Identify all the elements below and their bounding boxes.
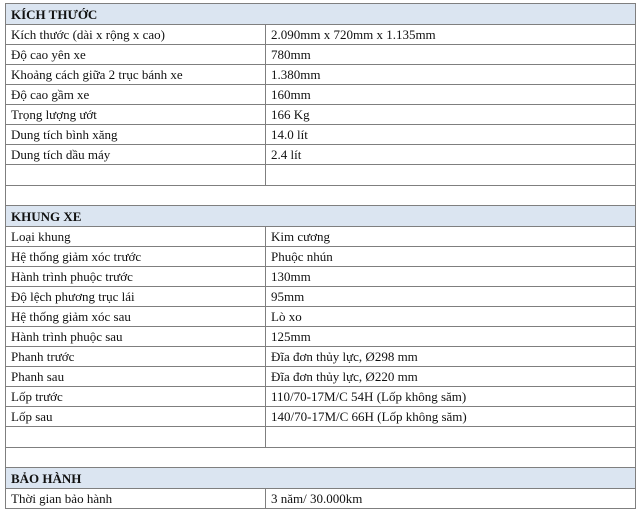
spec-value: 1.380mm	[266, 65, 636, 85]
spec-value: 125mm	[266, 327, 636, 347]
spec-label: Hành trình phuộc trước	[6, 267, 266, 287]
table-row	[6, 227, 636, 247]
section-header-frame	[6, 206, 636, 227]
spec-label: Hệ thống giảm xóc trước	[6, 247, 266, 267]
table-row	[6, 367, 636, 387]
section-title: KHUNG XE	[6, 206, 636, 227]
table-row	[6, 327, 636, 347]
table-row	[6, 45, 636, 65]
table-row	[6, 125, 636, 145]
table-row	[6, 25, 636, 45]
spec-value: 130mm	[266, 267, 636, 287]
table-row	[6, 287, 636, 307]
spec-label: Loại khung	[6, 227, 266, 247]
spec-label: Phanh sau	[6, 367, 266, 387]
spacer-row	[6, 186, 636, 206]
spec-value: 3 năm/ 30.000km	[266, 489, 636, 509]
spec-label: Trọng lượng ướt	[6, 105, 266, 125]
table-row	[6, 347, 636, 367]
spec-value: 160mm	[266, 85, 636, 105]
empty-row	[6, 427, 636, 448]
table-row	[6, 145, 636, 165]
section-header-warranty	[6, 468, 636, 489]
spec-value: 140/70-17M/C 66H (Lốp không săm)	[266, 407, 636, 427]
empty-cell	[6, 186, 636, 206]
table-row	[6, 307, 636, 327]
spec-label: Lốp trước	[6, 387, 266, 407]
spec-value: 2.4 lít	[266, 145, 636, 165]
spec-value: 166 Kg	[266, 105, 636, 125]
spec-label: Lốp sau	[6, 407, 266, 427]
empty-cell	[6, 427, 266, 448]
table-row	[6, 407, 636, 427]
section-title: BẢO HÀNH	[6, 468, 636, 489]
spec-value: Lò xo	[266, 307, 636, 327]
spec-label: Độ cao gầm xe	[6, 85, 266, 105]
spec-label: Dung tích dầu máy	[6, 145, 266, 165]
table-row	[6, 489, 636, 509]
spec-value: Phuộc nhún	[266, 247, 636, 267]
empty-cell	[266, 427, 636, 448]
spec-label: Hành trình phuộc sau	[6, 327, 266, 347]
spec-value: Đĩa đơn thủy lực, Ø298 mm	[266, 347, 636, 367]
section-header-dimensions	[6, 4, 636, 25]
section-title: KÍCH THƯỚC	[6, 4, 636, 25]
spec-value: 14.0 lít	[266, 125, 636, 145]
spec-label: Khoảng cách giữa 2 trục bánh xe	[6, 65, 266, 85]
table-row	[6, 247, 636, 267]
spec-label: Dung tích bình xăng	[6, 125, 266, 145]
table-row	[6, 65, 636, 85]
spec-label: Hệ thống giảm xóc sau	[6, 307, 266, 327]
spec-label: Thời gian bảo hành	[6, 489, 266, 509]
spec-sheet	[5, 3, 635, 509]
table-row	[6, 387, 636, 407]
empty-row	[6, 165, 636, 186]
empty-cell	[266, 165, 636, 186]
table-row	[6, 267, 636, 287]
spec-label: Phanh trước	[6, 347, 266, 367]
empty-cell	[6, 448, 636, 468]
spec-value: 780mm	[266, 45, 636, 65]
spec-value: Kim cương	[266, 227, 636, 247]
empty-cell	[6, 165, 266, 186]
spec-value: 2.090mm x 720mm x 1.135mm	[266, 25, 636, 45]
spec-label: Độ cao yên xe	[6, 45, 266, 65]
spec-label: Kích thước (dài x rộng x cao)	[6, 25, 266, 45]
table-row	[6, 85, 636, 105]
spec-value: Đĩa đơn thủy lực, Ø220 mm	[266, 367, 636, 387]
spacer-row	[6, 448, 636, 468]
table-row	[6, 105, 636, 125]
spec-value: 110/70-17M/C 54H (Lốp không săm)	[266, 387, 636, 407]
spec-label: Độ lệch phương trục lái	[6, 287, 266, 307]
spec-value: 95mm	[266, 287, 636, 307]
spec-table	[5, 3, 636, 509]
